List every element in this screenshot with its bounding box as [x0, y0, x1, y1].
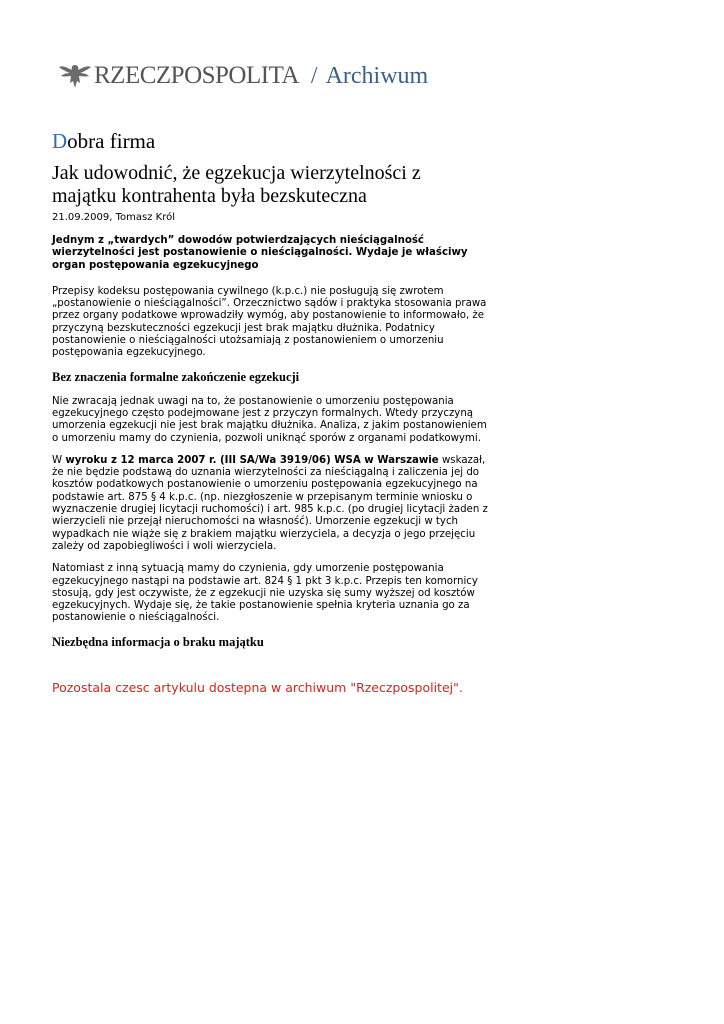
section-rest: obra firma — [67, 129, 156, 153]
paragraph-1: Przepisy kodeksu postępowania cywilnego (k.p.c.) nie posługują się zwrotem „postanowienie o nieściągalności”. Orzecznictwo sądów i praktyka stosowania prawa przez organy podatkowe wprowadziły wymóg, aby postanowienie to informowało, że przyczyną bezskuteczności egzekucji jest brak majątku dłużnika. Podatnicy postanowienie o nieściągalności utożsamiają z postanowieniem o umorzeniu postępowania egzekucyjnego. — [52, 285, 487, 359]
archive-note: Pozostala czesc artykulu dostepna w archiwum "Rzeczpospolitej". — [52, 679, 463, 695]
logo-archive: Archiwum — [325, 62, 429, 89]
eagle-icon — [58, 61, 92, 91]
subheading-2: Niezbędna informacja o braku majątku — [52, 634, 264, 649]
paragraph-4: Natomiast z inną sytuacją mamy do czynienia, gdy umorzenie postępowania egzekucyjnego nastąpi na podstawie art. 824 § 1 pkt 3 k.p.c. Przepis ten komornicy stosują, gdy jest oczywiste, że z egzekucji nie uzyska się sumy wyższej od kosztów egzekucyjnych. Wydaje się, że takie postanowienie spełnia kryteria uznania go za postanowienie o nieściągalności. — [52, 563, 478, 624]
article-lead: Jednym z „twardych” dowodów potwierdzających nieściągalność wierzytelności jest postanowienie o nieściągalności. Wydaje je właściwy organ postępowania egzekucyjnego — [52, 235, 468, 271]
article-title: Jak udowodnić, że egzekucja wierzytelności z majątku kontrahenta była bezskuteczna — [52, 162, 421, 207]
paragraph-2: Nie zwracają jednak uwagi na to, że postanowienie o umorzeniu postępowania egzekucyjnego często podejmowane jest z przyczyn formalnych. Wtedy przyczyną umorzenia egzekucji nie jest brak majątku dłużnika. Analiza, z jakim postanowieniem o umorzeniu mamy do czynienia, pozwoli uniknąć sporów z organami podatkowymi. — [52, 395, 487, 444]
paragraph-3 — [52, 455, 488, 553]
article — [52, 128, 488, 695]
site-logo[interactable] — [58, 58, 428, 94]
article-meta: 21.09.2009, Tomasz Król — [52, 212, 175, 223]
paragraph-3-prefix: W — [52, 454, 66, 466]
section-title — [52, 128, 488, 154]
paragraph-3-rest: wskazał, że nie będzie podstawą do uznania wierzytelności za nieściągalną i zaliczenia jej do kosztów podatkowych postanowienie o umorzeniu postępowania egzekucyjnego na podstawie art. 875 § 4 k.p.c. (np. niezgłoszenie w przepisanym terminie wniosku o wyznaczenie drugiej licytacji ruchomości) i art. 985 k.p.c. (po drugiej licytacji żaden z wierzycieli nie przejął nieruchomości na własność). Umorzenie egzekucji w tych wypadkach nie wiąże się z brakiem majątku wierzyciela, a decyzja o jego przejęciu zależy od zapobiegliwości i woli wierzyciela. — [52, 454, 488, 552]
subheading-1: Bez znaczenia formalne zakończenie egzekucji — [52, 369, 300, 384]
paragraph-3-bold: wyroku z 12 marca 2007 r. (III SA/Wa 3919/06) WSA w Warszawie — [65, 454, 439, 466]
logo-brand: RZECZPOSPOLITA — [94, 62, 299, 89]
logo-separator: / — [310, 62, 318, 89]
section-initial: D — [52, 129, 68, 153]
